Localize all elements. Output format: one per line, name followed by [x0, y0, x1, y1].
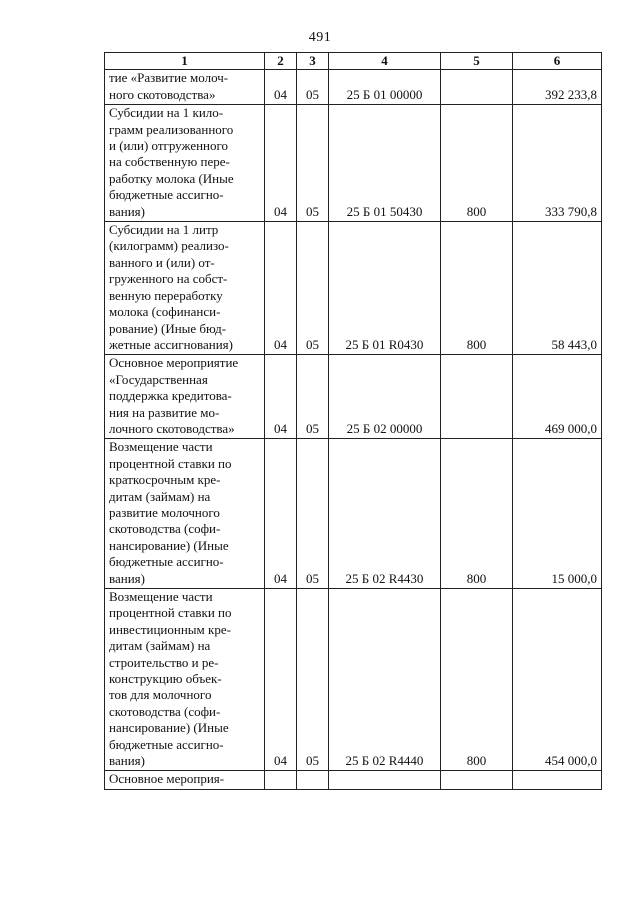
section-code-cell: 04: [265, 355, 297, 439]
column-header-5: 5: [441, 53, 513, 70]
subsection-code-cell: 05: [297, 222, 329, 355]
column-header-4: 4: [329, 53, 441, 70]
amount-cell: 333 790,8: [513, 105, 602, 222]
row-name-cell: Субсидии на 1 литр (килограмм) реализо- ванного и (или) от- груженного на собст- венную переработку молока (софинанси- рование) (Иные бюд- жетные ассигнования): [105, 222, 265, 355]
row-name-cell: Субсидии на 1 кило- грамм реализованного и (или) отгруженного на собственную пере- работку молока (Иные бюджетные ассигно- вания): [105, 105, 265, 222]
row-name-cell: тие «Развитие молоч- ного скотоводства»: [105, 70, 265, 105]
row-name-cell: Возмещение части процентной ставки по краткосрочным кре- дитам (займам) на развитие молочного скотоводства (софи- нансирование) (Иные бюджетные ассигно- вания): [105, 439, 265, 589]
target-article-cell: 25 Б 02 R4440: [329, 589, 441, 771]
amount-cell: 469 000,0: [513, 355, 602, 439]
subsection-code-cell: 05: [297, 355, 329, 439]
amount-cell: 454 000,0: [513, 589, 602, 771]
subsection-code-cell: 05: [297, 70, 329, 105]
expense-type-cell: 800: [441, 105, 513, 222]
expense-type-cell: [441, 771, 513, 789]
amount-cell: [513, 771, 602, 789]
section-code-cell: 04: [265, 439, 297, 589]
table-row: [105, 222, 602, 355]
subsection-code-cell: 05: [297, 439, 329, 589]
section-code-cell: 04: [265, 105, 297, 222]
expense-type-cell: [441, 70, 513, 105]
expense-type-cell: 800: [441, 439, 513, 589]
subsection-code-cell: 05: [297, 589, 329, 771]
subsection-code-cell: 05: [297, 105, 329, 222]
table-row: [105, 589, 602, 771]
target-article-cell: 25 Б 01 50430: [329, 105, 441, 222]
row-name-cell: Основное мероприя-: [105, 771, 265, 789]
section-code-cell: [265, 771, 297, 789]
expense-type-cell: 800: [441, 589, 513, 771]
amount-cell: 392 233,8: [513, 70, 602, 105]
amount-cell: 58 443,0: [513, 222, 602, 355]
row-name-cell: Возмещение части процентной ставки по инвестиционным кре- дитам (займам) на строительство и ре- конструкцию объек- тов для молочного скотоводства (софи- нансирование) (Иные бюджетные ассигно- вания): [105, 589, 265, 771]
section-code-cell: 04: [265, 222, 297, 355]
table-row: [105, 771, 602, 789]
page-number: 491: [308, 30, 332, 45]
table-row: [105, 439, 602, 589]
target-article-cell: 25 Б 02 00000: [329, 355, 441, 439]
subsection-code-cell: [297, 771, 329, 789]
table-row: [105, 70, 602, 105]
section-code-cell: 04: [265, 589, 297, 771]
target-article-cell: 25 Б 02 R4430: [329, 439, 441, 589]
target-article-cell: 25 Б 01 00000: [329, 70, 441, 105]
column-header-2: 2: [265, 53, 297, 70]
row-name-cell: Основное мероприятие «Государственная поддержка кредитова- ния на развитие мо- лочного скотоводства»: [105, 355, 265, 439]
budget-table: [104, 52, 602, 790]
table-row: [105, 105, 602, 222]
expense-type-cell: [441, 355, 513, 439]
target-article-cell: 25 Б 01 R0430: [329, 222, 441, 355]
target-article-cell: [329, 771, 441, 789]
section-code-cell: 04: [265, 70, 297, 105]
column-header-6: 6: [513, 53, 602, 70]
expense-type-cell: 800: [441, 222, 513, 355]
amount-cell: 15 000,0: [513, 439, 602, 589]
table-header-row: [105, 53, 602, 70]
table-row: [105, 355, 602, 439]
column-header-1: 1: [105, 53, 265, 70]
column-header-3: 3: [297, 53, 329, 70]
